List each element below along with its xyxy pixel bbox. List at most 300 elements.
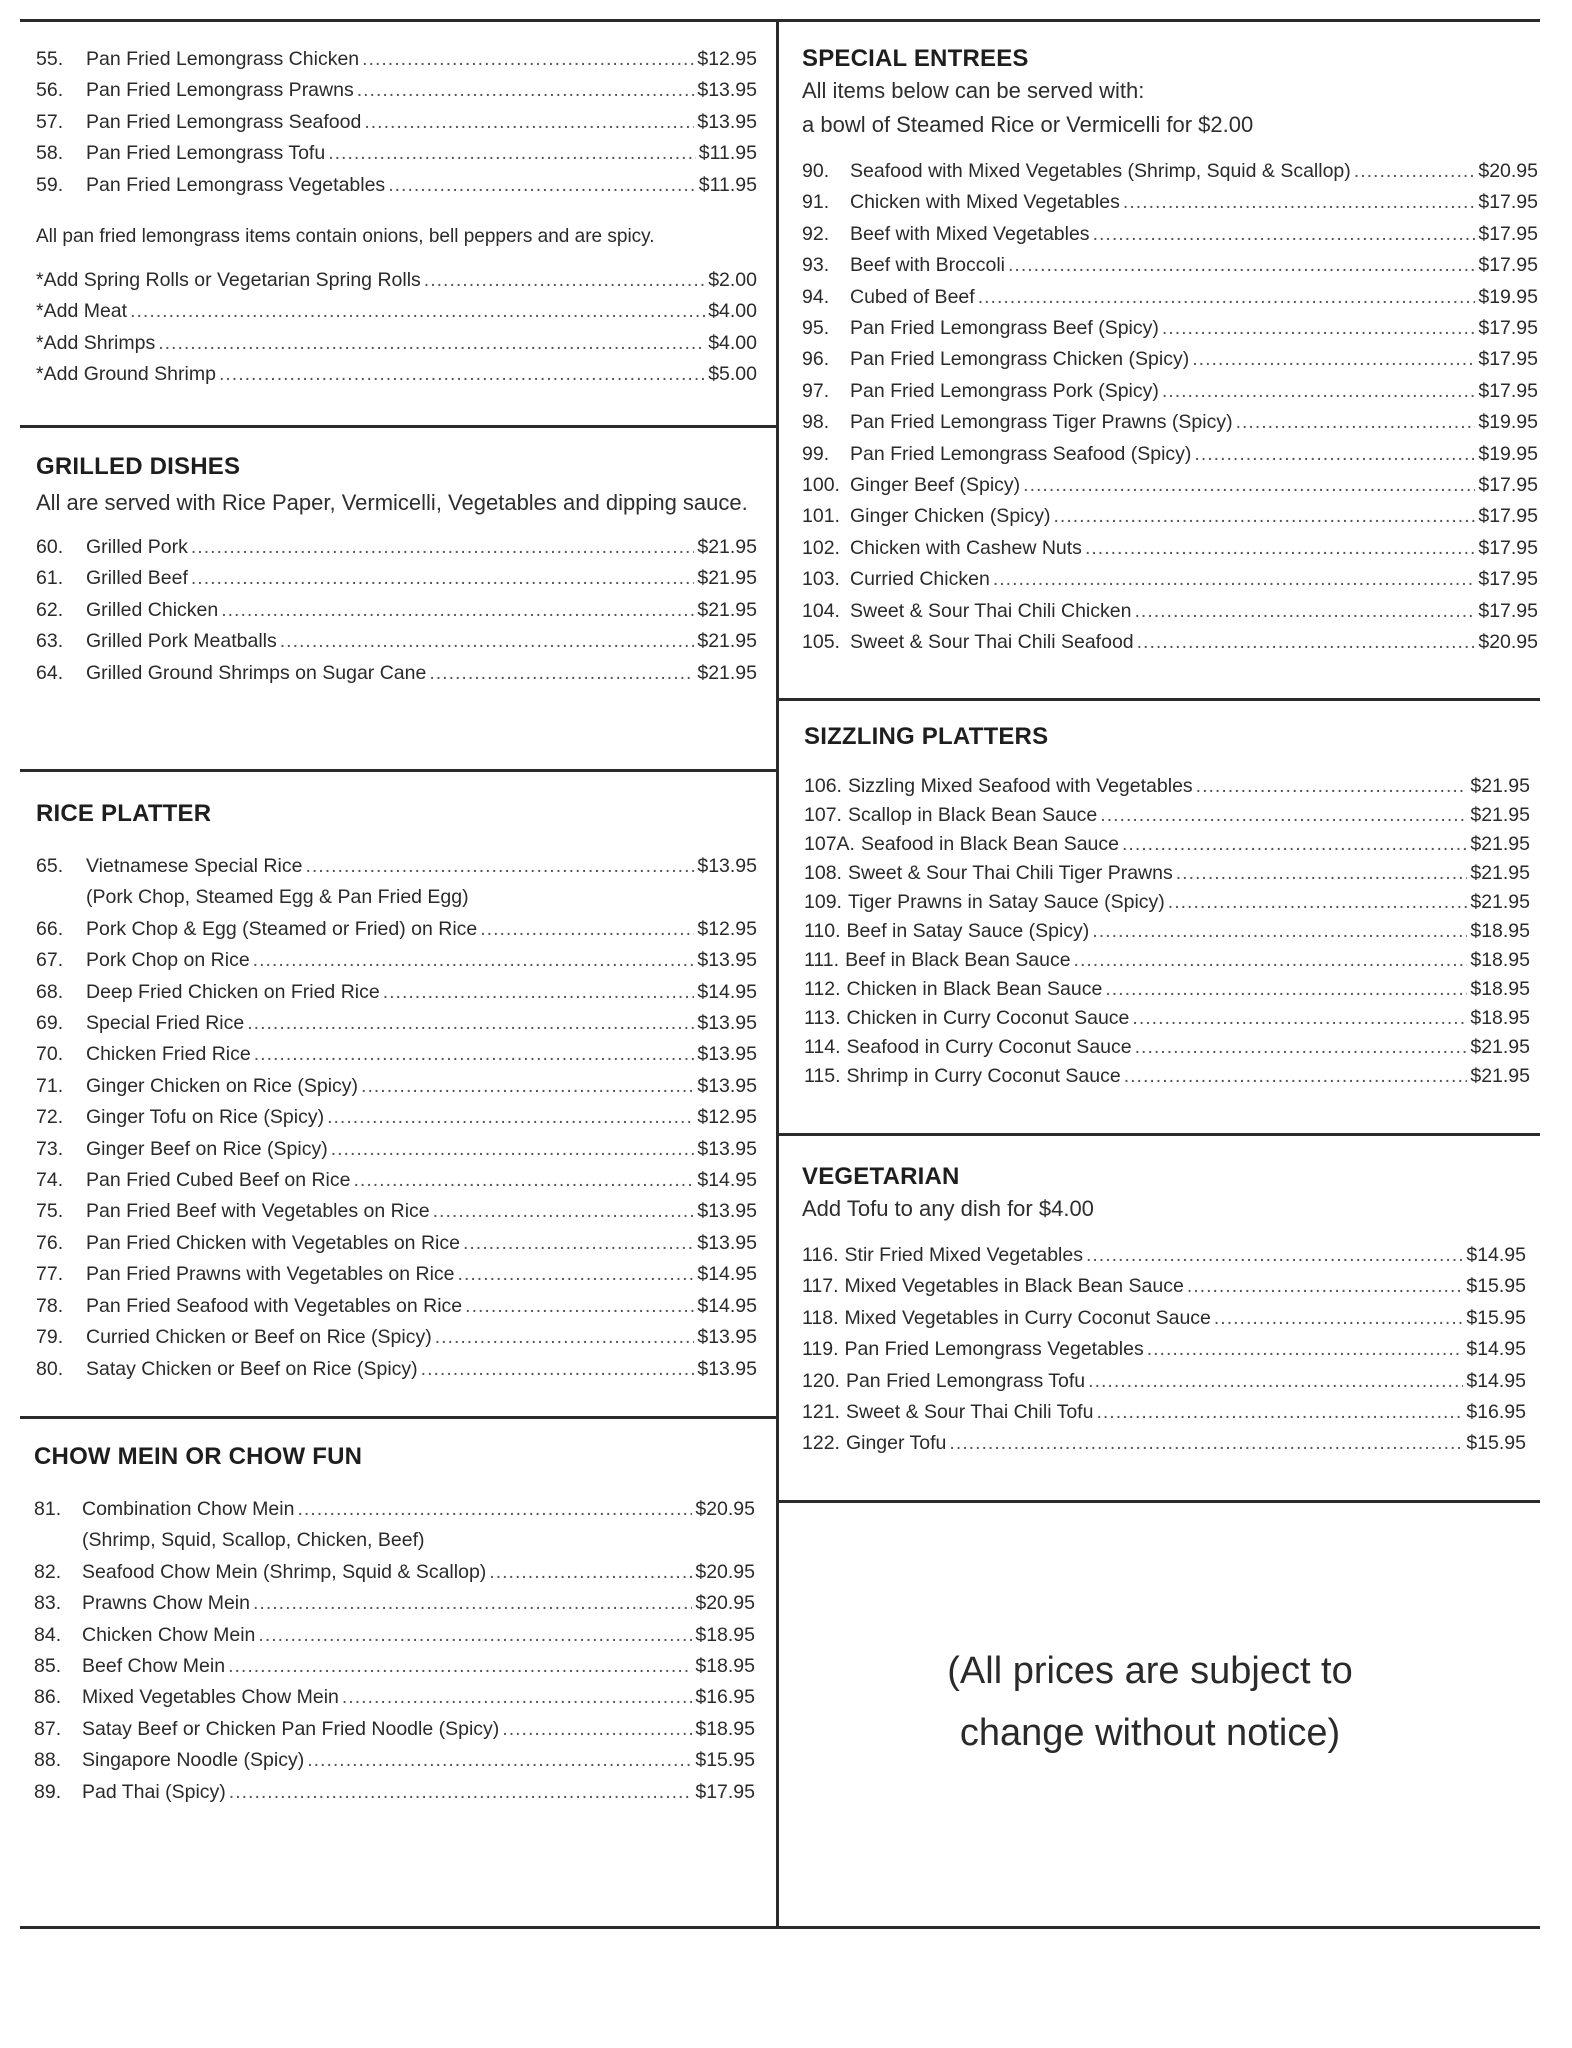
item-name: Pork Chop & Egg (Steamed or Fried) on Rice	[86, 917, 478, 940]
item-name: Pan Fried Lemongrass Chicken (Spicy)	[850, 348, 1190, 371]
leader-dots	[307, 1745, 692, 1776]
menu-item	[34, 1745, 755, 1776]
item-number: 82.	[34, 1560, 62, 1583]
item-number: 91.	[802, 191, 830, 214]
item-name: Sweet & Sour Thai Chili Chicken	[850, 599, 1132, 622]
leader-dots	[1354, 156, 1476, 187]
item-price: $15.95	[1466, 1275, 1526, 1298]
leader-dots	[435, 1322, 695, 1353]
leader-dots	[1162, 376, 1475, 407]
item-price: $17.95	[1478, 379, 1538, 402]
menu-item	[36, 107, 757, 138]
item-name: Seafood in Black Bean Sauce	[860, 833, 1119, 855]
item-price: $14.95	[697, 1263, 757, 1286]
chowmein-title: CHOW MEIN OR CHOW FUN	[34, 1443, 363, 1470]
divider-right-3	[777, 1500, 1540, 1503]
leader-dots	[130, 296, 705, 327]
leader-dots	[502, 1714, 692, 1745]
menu-item	[36, 170, 757, 201]
top-border	[20, 19, 1540, 22]
item-number: 86.	[34, 1686, 62, 1709]
item-description: (Shrimp, Squid, Scallop, Chicken, Beef)	[82, 1529, 425, 1552]
leader-dots	[364, 107, 694, 138]
item-number: 93.	[802, 254, 830, 277]
item-price: $18.95	[695, 1717, 755, 1740]
item-price: $14.95	[697, 980, 757, 1003]
item-description: (Pork Chop, Steamed Egg & Pan Fried Egg)	[86, 886, 469, 909]
item-price: $13.95	[697, 1357, 757, 1380]
menu-item	[804, 830, 1530, 859]
item-number: 68.	[36, 980, 64, 1003]
leader-dots	[1053, 501, 1475, 532]
item-name: Seafood with Mixed Vegetables (Shrimp, Squid & Scallop)	[850, 160, 1351, 182]
item-name: Satay Chicken or Beef on Rice (Spicy)	[86, 1357, 418, 1380]
item-number: 76.	[36, 1231, 64, 1254]
item-name: Stir Fried Mixed Vegetables	[844, 1244, 1083, 1266]
item-price: $20.95	[1478, 160, 1538, 182]
item-price: $21.95	[697, 536, 757, 558]
item-number: 122.	[802, 1432, 840, 1455]
leader-dots	[1194, 439, 1475, 470]
item-number: 58.	[36, 142, 64, 165]
lemongrass-section	[36, 44, 757, 391]
item-price: $17.95	[1478, 599, 1538, 622]
item-price: $13.95	[697, 1137, 757, 1160]
chowmein-section	[34, 1442, 755, 1808]
menu-item	[36, 75, 757, 106]
item-price: $20.95	[1478, 631, 1538, 654]
menu-item	[804, 1004, 1530, 1033]
item-name: Chicken with Mixed Vegetables	[850, 191, 1120, 214]
item-name: Ginger Beef (Spicy)	[850, 474, 1021, 497]
menu-item	[36, 626, 757, 657]
item-name: Curried Chicken or Beef on Rice (Spicy)	[86, 1326, 432, 1349]
leader-dots	[1093, 219, 1476, 250]
grilled-subtitle: All are served with Rice Paper, Vermicelli, Vegetables and dipping sauce.	[36, 490, 748, 515]
leader-dots	[158, 328, 705, 359]
column-divider	[776, 19, 779, 1929]
menu-item	[802, 156, 1538, 187]
item-price: $21.95	[697, 567, 757, 590]
sizzling-title: SIZZLING PLATTERS	[804, 723, 1049, 750]
item-price: $17.95	[1478, 505, 1538, 528]
item-price: $11.95	[698, 142, 757, 165]
menu-item	[802, 282, 1538, 313]
item-number: 102.	[802, 536, 840, 559]
menu-item	[804, 1033, 1530, 1062]
item-price: $12.95	[697, 1106, 757, 1129]
item-name: Chicken Fried Rice	[86, 1043, 251, 1066]
item-name: Cubed of Beef	[850, 285, 975, 308]
special-subtitle-1: All items below can be served with:	[802, 78, 1145, 103]
menu-item	[36, 359, 757, 390]
item-price: $19.95	[1478, 442, 1538, 465]
item-name: Pan Fried Prawns with Vegetables on Rice	[86, 1263, 455, 1286]
item-price: $21.95	[1470, 891, 1530, 913]
leader-dots	[1122, 830, 1467, 859]
leader-dots	[327, 1102, 694, 1133]
menu-item	[36, 851, 757, 882]
item-number: 108.	[804, 862, 842, 884]
item-name: Beef Chow Mein	[82, 1655, 226, 1678]
menu-item	[802, 470, 1538, 501]
menu-item	[802, 250, 1538, 281]
leader-dots	[1092, 917, 1467, 946]
menu-item	[802, 407, 1538, 438]
item-price: $21.95	[1470, 1036, 1530, 1058]
item-name: Pan Fried Lemongrass Vegetables	[86, 173, 386, 196]
item-price: $13.95	[697, 1231, 757, 1254]
leader-dots	[993, 564, 1476, 595]
item-name: Sweet & Sour Thai Chili Seafood	[850, 631, 1134, 654]
item-number: 74.	[36, 1169, 64, 1192]
item-price: $14.95	[1466, 1369, 1526, 1392]
item-price: $20.95	[695, 1592, 755, 1615]
leader-dots	[328, 138, 696, 169]
leader-dots	[229, 1777, 693, 1808]
lemongrass-item-list	[36, 44, 757, 201]
item-name: Beef with Broccoli	[850, 254, 1005, 277]
rice-title: RICE PLATTER	[36, 800, 212, 827]
item-price: $21.95	[1470, 775, 1530, 797]
item-price: $21.95	[697, 630, 757, 653]
item-price: $13.95	[697, 110, 757, 133]
item-number: 95.	[802, 317, 830, 340]
item-number: 84.	[34, 1623, 62, 1646]
disclaimer-line-2: change without notice)	[959, 1712, 1341, 1754]
divider-left-2	[20, 769, 777, 772]
item-number: 121.	[802, 1401, 840, 1424]
item-number: 120.	[802, 1369, 840, 1392]
item-number: 89.	[34, 1780, 62, 1803]
item-price: $12.95	[697, 48, 757, 70]
special-subtitle-2: a bowl of Steamed Rice or Vermicelli for $2.00	[802, 112, 1254, 137]
menu-item	[36, 1354, 757, 1385]
item-price: $12.95	[697, 917, 757, 940]
menu-item	[36, 1008, 757, 1039]
leader-dots	[1124, 1062, 1468, 1091]
leader-dots	[1137, 627, 1476, 658]
item-name: Chicken with Cashew Nuts	[850, 536, 1082, 559]
item-name: *Add Spring Rolls or Vegetarian Spring Rolls	[36, 269, 421, 292]
leader-dots	[1192, 344, 1475, 375]
leader-dots	[258, 1620, 692, 1651]
leader-dots	[1123, 187, 1475, 218]
divider-left-1	[20, 425, 777, 428]
item-price: $18.95	[695, 1655, 755, 1678]
leader-dots	[253, 945, 695, 976]
sizzling-section	[804, 722, 1530, 1091]
item-name: Chicken Chow Mein	[82, 1623, 256, 1646]
item-number: 79.	[36, 1326, 64, 1349]
item-price: $17.95	[1478, 317, 1538, 340]
item-name: Grilled Ground Shrimps on Sugar Cane	[86, 661, 427, 684]
item-number: 87.	[34, 1717, 62, 1740]
item-name: Pan Fried Lemongrass Seafood (Spicy)	[850, 442, 1192, 465]
item-name: Seafood in Curry Coconut Sauce	[846, 1036, 1132, 1058]
menu-item	[36, 296, 757, 327]
item-price: $14.95	[1466, 1244, 1526, 1266]
leader-dots	[463, 1228, 694, 1259]
item-name: Deep Fried Chicken on Fried Rice	[86, 980, 380, 1003]
menu-item	[36, 138, 757, 169]
menu-item	[802, 344, 1538, 375]
menu-item	[802, 596, 1538, 627]
menu-item	[34, 1651, 755, 1682]
item-price: $13.95	[697, 1074, 757, 1097]
menu-item	[804, 888, 1530, 917]
menu-item	[36, 1196, 757, 1227]
item-number: 114.	[804, 1036, 841, 1058]
item-number: 90.	[802, 160, 830, 182]
special-title: SPECIAL ENTREES	[802, 45, 1029, 72]
special-section	[802, 44, 1538, 659]
menu-item	[34, 1777, 755, 1808]
item-price: $18.95	[1470, 978, 1530, 1000]
item-number: 105.	[802, 631, 840, 654]
menu-item	[804, 1062, 1530, 1091]
leader-dots	[191, 532, 694, 563]
item-name: Ginger Tofu on Rice (Spicy)	[86, 1106, 325, 1129]
item-price: $18.95	[1470, 949, 1530, 971]
leader-dots	[1214, 1303, 1463, 1334]
leader-dots	[424, 265, 705, 296]
item-name: Sweet & Sour Thai Chili Tofu	[845, 1401, 1094, 1424]
item-name: *Add Ground Shrimp	[36, 363, 216, 386]
item-number: 80.	[36, 1357, 64, 1380]
menu-item	[802, 501, 1538, 532]
item-name: Combination Chow Mein	[82, 1498, 295, 1520]
item-number: 92.	[802, 222, 830, 245]
item-price: $13.95	[697, 1200, 757, 1223]
leader-dots	[331, 1134, 695, 1165]
menu-item	[36, 265, 757, 296]
item-number: 85.	[34, 1655, 62, 1678]
leader-dots	[357, 75, 695, 106]
leader-dots	[1134, 596, 1475, 627]
item-name: Grilled Pork Meatballs	[86, 630, 277, 653]
item-name: Pan Fried Chicken with Vegetables on Rice	[86, 1231, 460, 1254]
item-name: Beef in Black Bean Sauce	[845, 949, 1071, 971]
item-price: $18.95	[1470, 920, 1530, 942]
menu-item	[34, 1588, 755, 1619]
item-number: 64.	[36, 661, 64, 684]
item-price: $14.95	[1466, 1338, 1526, 1361]
item-number: 106.	[804, 775, 842, 797]
item-number: 119.	[802, 1338, 839, 1361]
menu-item	[36, 1102, 757, 1133]
item-name: Sizzling Mixed Seafood with Vegetables	[847, 775, 1193, 797]
menu-item	[804, 975, 1530, 1004]
item-price: $5.00	[708, 363, 757, 386]
menu-item	[802, 313, 1538, 344]
leader-dots	[1008, 250, 1475, 281]
item-name: Pan Fried Lemongrass Beef (Spicy)	[850, 317, 1159, 340]
item-name: Mixed Vegetables in Black Bean Sauce	[844, 1275, 1184, 1298]
menu-item	[802, 1397, 1526, 1428]
special-item-list	[802, 156, 1538, 659]
item-number: 63.	[36, 630, 64, 653]
sizzling-item-list	[804, 772, 1530, 1091]
leader-dots	[1096, 1397, 1463, 1428]
addon-list	[36, 265, 757, 391]
item-number: 109.	[804, 891, 842, 913]
item-number: 70.	[36, 1043, 64, 1066]
leader-dots	[191, 563, 694, 594]
menu-item	[36, 1259, 757, 1290]
item-name: Singapore Noodle (Spicy)	[82, 1749, 305, 1772]
item-price: $21.95	[1470, 862, 1530, 884]
item-number: 107A.	[804, 833, 855, 855]
item-number: 77.	[36, 1263, 64, 1286]
item-price: $13.95	[697, 1043, 757, 1066]
leader-dots	[978, 282, 1476, 313]
item-name: Grilled Chicken	[86, 598, 219, 621]
leader-dots	[253, 1588, 692, 1619]
menu-item	[36, 658, 757, 689]
item-price: $17.95	[1478, 536, 1538, 559]
item-name: Satay Beef or Chicken Pan Fried Noodle (Spicy)	[82, 1717, 500, 1740]
menu-item	[802, 627, 1538, 658]
menu-item	[802, 564, 1538, 595]
menu-item	[34, 1620, 755, 1651]
menu-item	[802, 533, 1538, 564]
leader-dots	[221, 595, 694, 626]
leader-dots	[1147, 1334, 1464, 1365]
item-number: 100.	[802, 474, 840, 497]
leader-dots	[354, 1165, 695, 1196]
item-name: Special Fried Rice	[86, 1012, 245, 1035]
menu-item	[36, 44, 757, 75]
item-number: 118.	[802, 1306, 839, 1329]
leader-dots	[1236, 407, 1476, 438]
menu-item	[34, 1557, 755, 1588]
divider-right-2	[777, 1133, 1540, 1136]
menu-item	[804, 772, 1530, 801]
divider-left-3	[20, 1416, 777, 1419]
item-price: $16.95	[1466, 1401, 1526, 1424]
item-number: 75.	[36, 1200, 64, 1223]
menu-item	[36, 1165, 757, 1196]
leader-dots	[433, 1196, 695, 1227]
item-number: 81.	[34, 1498, 62, 1520]
leader-dots	[297, 1494, 692, 1525]
leader-dots	[1074, 946, 1468, 975]
disclaimer-line-1: (All prices are subject to	[947, 1650, 1353, 1692]
item-name: Ginger Beef on Rice (Spicy)	[86, 1137, 328, 1160]
leader-dots	[1176, 859, 1468, 888]
item-name: Chicken in Curry Coconut Sauce	[846, 1007, 1130, 1029]
menu-item	[802, 1271, 1526, 1302]
item-number: 115.	[804, 1065, 841, 1087]
rice-section	[36, 799, 757, 1385]
vegetarian-title: VEGETARIAN	[802, 1163, 960, 1190]
item-number: 57.	[36, 110, 64, 133]
leader-dots	[254, 1039, 695, 1070]
leader-dots	[342, 1682, 692, 1713]
rice-item-list	[36, 851, 757, 1385]
item-price: $11.95	[698, 173, 757, 196]
item-price: $18.95	[1470, 1007, 1530, 1029]
leader-dots	[1085, 533, 1475, 564]
leader-dots	[465, 1291, 694, 1322]
item-price: $18.95	[695, 1623, 755, 1646]
leader-dots	[1086, 1240, 1463, 1271]
item-number: 69.	[36, 1012, 64, 1035]
item-name: Pan Fried Lemongrass Vegetables	[844, 1338, 1144, 1361]
item-name: Pan Fried Lemongrass Chicken	[86, 48, 360, 70]
leader-dots	[388, 170, 696, 201]
leader-dots	[489, 1557, 692, 1588]
item-number: 67.	[36, 949, 64, 972]
menu-item	[36, 1071, 757, 1102]
menu-item	[34, 1714, 755, 1745]
menu-item	[802, 1303, 1526, 1334]
grilled-item-list	[36, 532, 757, 689]
item-price: $17.95	[1478, 222, 1538, 245]
leader-dots	[361, 1071, 694, 1102]
item-price: $19.95	[1478, 285, 1538, 308]
menu-item	[36, 977, 757, 1008]
item-name: *Add Shrimps	[36, 331, 156, 354]
item-number: 97.	[802, 379, 830, 402]
item-number: 116.	[802, 1244, 839, 1266]
leader-dots	[1132, 1004, 1467, 1033]
leader-dots	[247, 1008, 694, 1039]
item-name: Pan Fried Lemongrass Pork (Spicy)	[850, 379, 1159, 402]
item-price: $17.95	[695, 1780, 755, 1803]
item-name: Ginger Chicken (Spicy)	[850, 505, 1051, 528]
item-name: Grilled Beef	[86, 567, 188, 590]
menu-item	[804, 801, 1530, 830]
menu-item	[804, 859, 1530, 888]
menu-item	[36, 1039, 757, 1070]
item-price: $15.95	[695, 1749, 755, 1772]
item-price: $21.95	[1470, 833, 1530, 855]
item-number: 104.	[802, 599, 840, 622]
item-number: 103.	[802, 568, 840, 591]
menu-item	[802, 219, 1538, 250]
item-number: 73.	[36, 1137, 64, 1160]
item-price: $17.95	[1478, 474, 1538, 497]
menu-item	[802, 376, 1538, 407]
item-name: Pork Chop on Rice	[86, 949, 250, 972]
leader-dots	[280, 626, 695, 657]
item-name: Scallop in Black Bean Sauce	[847, 804, 1098, 826]
item-name: Shrimp in Curry Coconut Sauce	[846, 1065, 1121, 1087]
item-price: $21.95	[697, 598, 757, 621]
item-name: Tiger Prawns in Satay Sauce (Spicy)	[847, 891, 1165, 913]
item-price: $14.95	[697, 1294, 757, 1317]
leader-dots	[383, 977, 695, 1008]
item-name: Ginger Chicken on Rice (Spicy)	[86, 1074, 359, 1097]
leader-dots	[1135, 1033, 1468, 1062]
menu-item	[36, 1134, 757, 1165]
item-price: $2.00	[708, 269, 757, 292]
item-name: Curried Chicken	[850, 568, 990, 591]
leader-dots	[1088, 1366, 1463, 1397]
leader-dots	[1168, 888, 1468, 917]
menu-item	[802, 187, 1538, 218]
item-price: $15.95	[1466, 1306, 1526, 1329]
item-price: $17.95	[1478, 191, 1538, 214]
leader-dots	[1100, 801, 1467, 830]
menu-item	[802, 1428, 1526, 1459]
item-number: 72.	[36, 1106, 64, 1129]
item-price: $21.95	[1470, 1065, 1530, 1087]
item-name: Pan Fried Beef with Vegetables on Rice	[86, 1200, 430, 1223]
item-name: Grilled Pork	[86, 536, 188, 558]
